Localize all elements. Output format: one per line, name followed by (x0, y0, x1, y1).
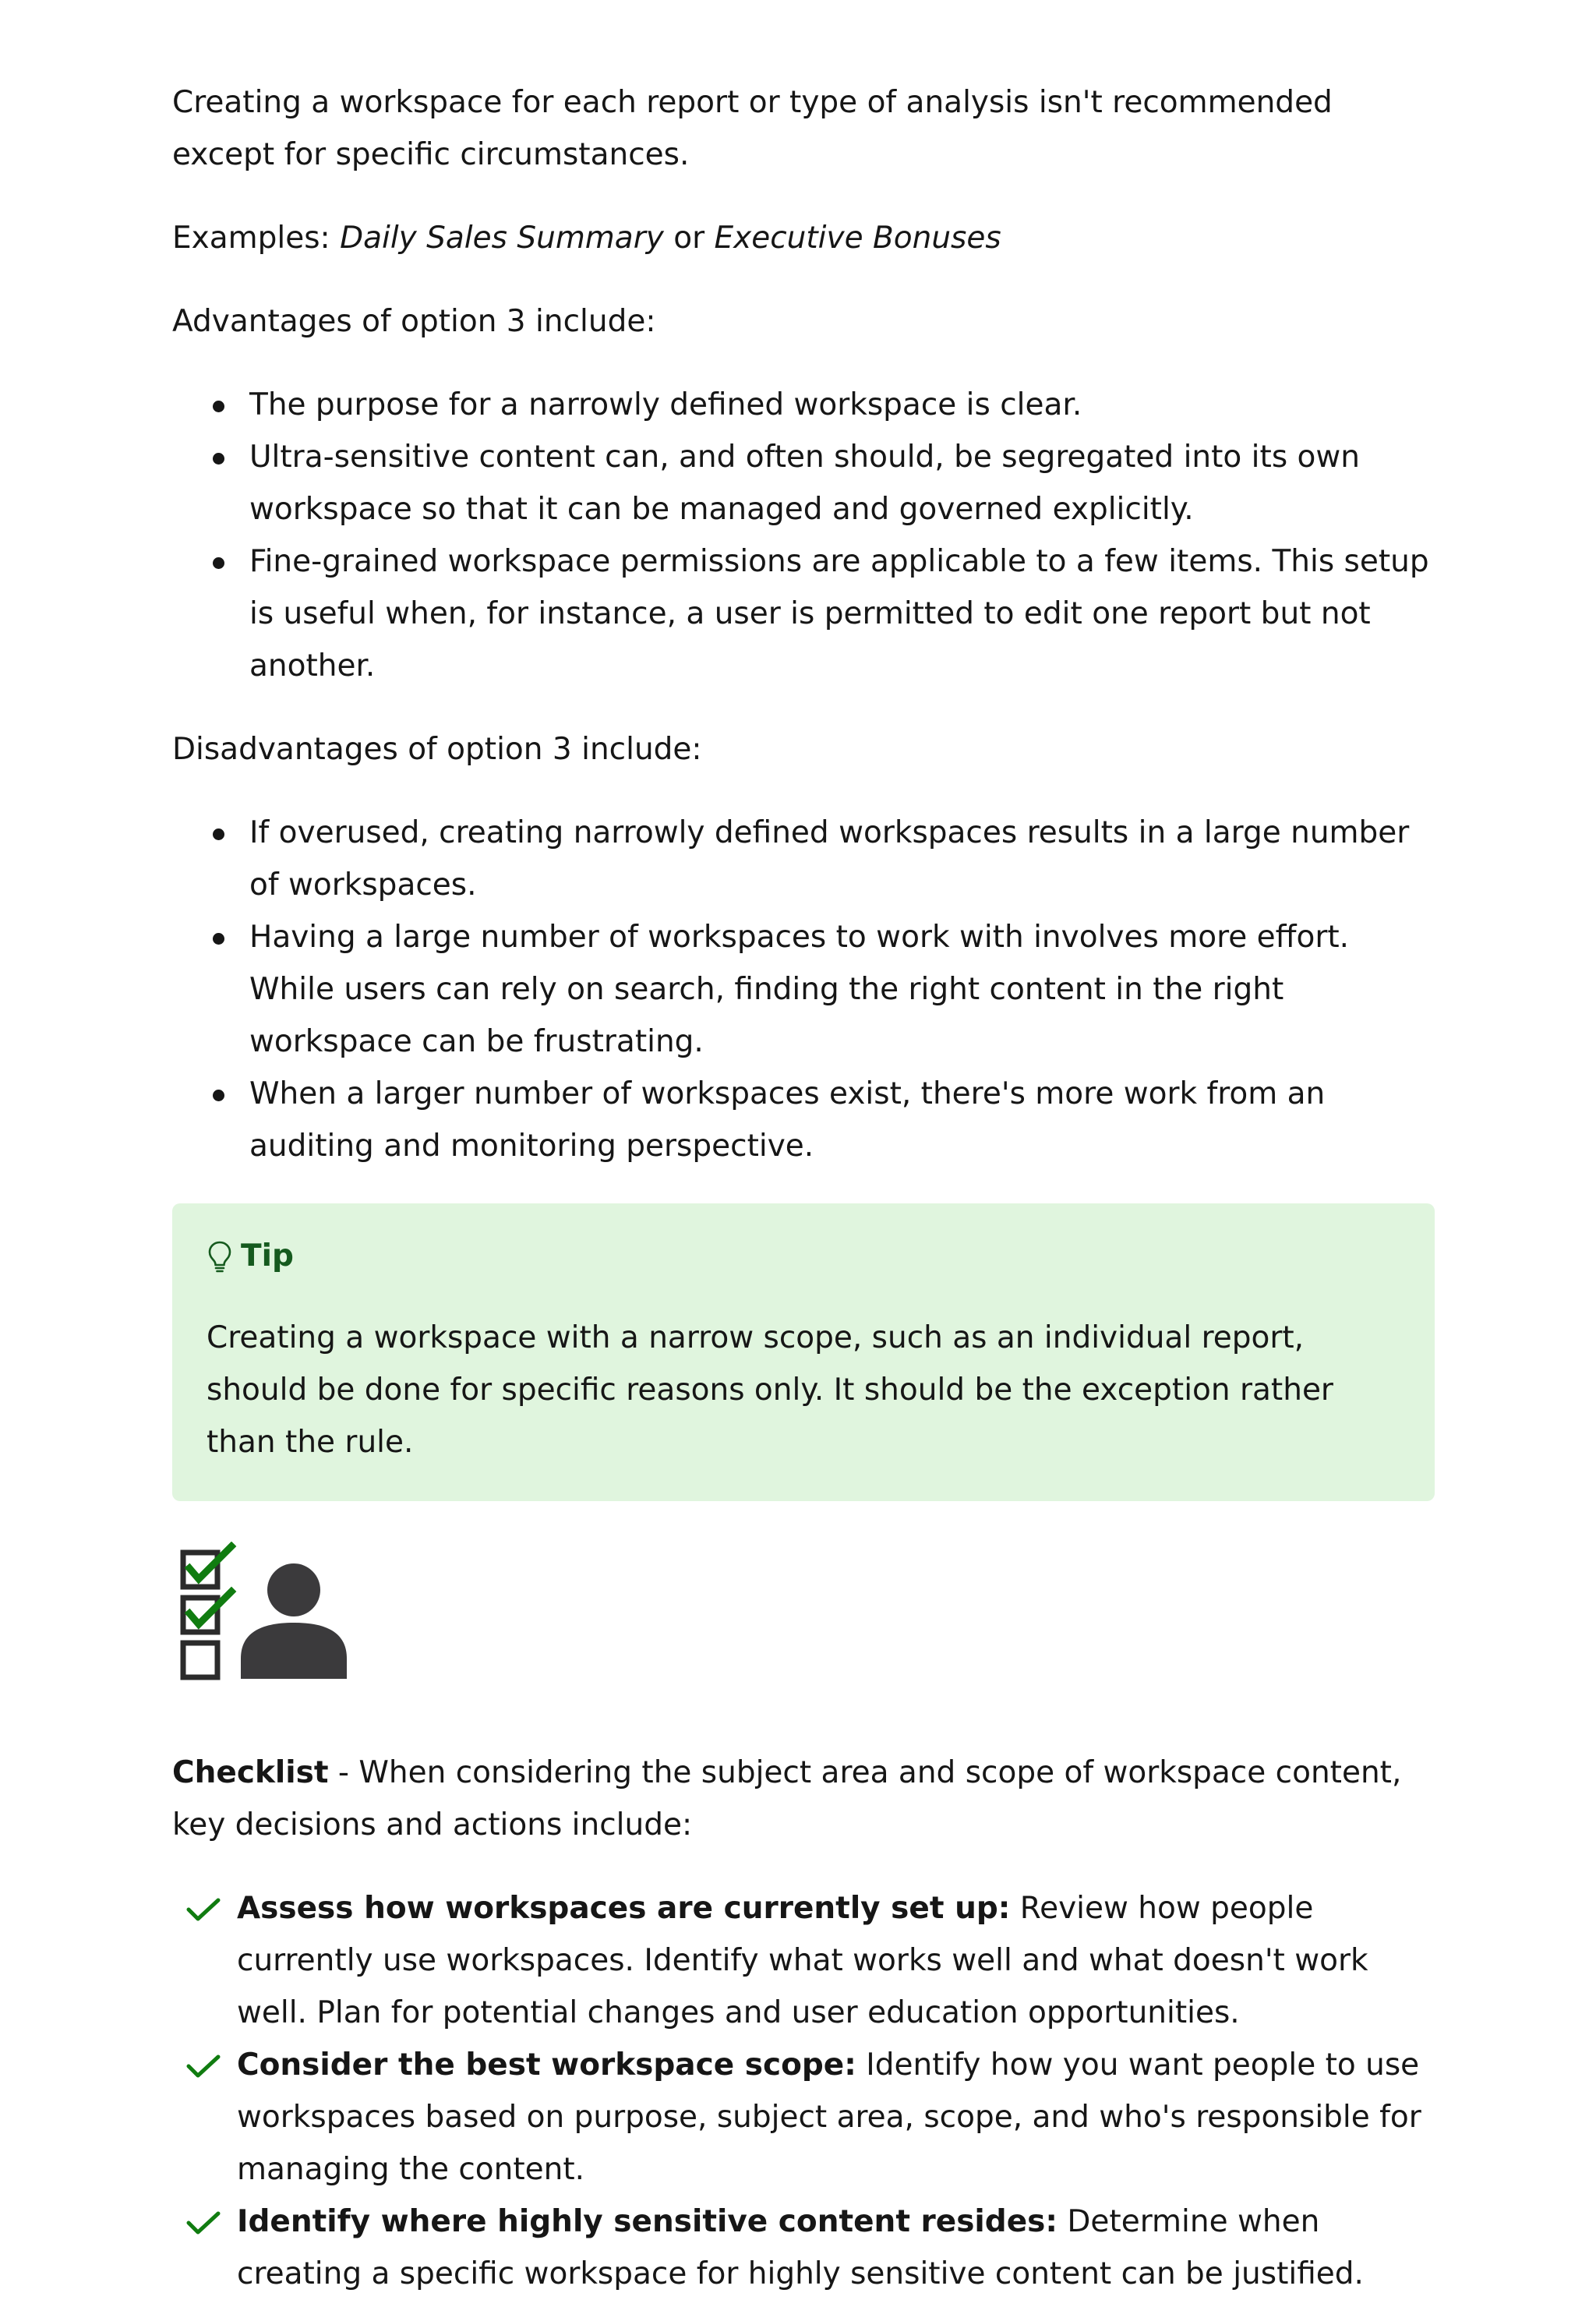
checklist-label: Checklist (172, 1755, 329, 1790)
bullet-icon (213, 557, 224, 569)
disadvantages-list (172, 807, 1435, 1172)
advantages-heading: Advantages of option 3 include: (172, 304, 656, 339)
checklist-item-title: Assess how workspaces are currently set up: (237, 1891, 1011, 1926)
checklist-item-text: Determine when creating a specific workspace for highly sensitive content can be justified. (237, 2204, 1364, 2291)
list-item-text: Ultra-sensitive content can, and often should, be segregated into its own workspace so that it can be managed and governed explicitly. (249, 440, 1361, 527)
list-item (172, 535, 1435, 692)
bullet-icon (213, 828, 224, 840)
checklist-item (172, 2196, 1435, 2300)
tip-callout (172, 1203, 1435, 1501)
disadvantages-heading: Disadvantages of option 3 include: (172, 732, 702, 767)
checklist-item-text: Identify how you want people to use workspaces based on purpose, subject area, scope, and who's responsible for managing the content. (237, 2047, 1421, 2187)
checklist-intro (172, 1747, 1435, 1851)
checklist-item (172, 1882, 1435, 2039)
examples-joiner: or (663, 221, 715, 256)
checklist-items (172, 1882, 1435, 2300)
list-item (172, 911, 1435, 1068)
checklist-item-title: Consider the best workspace scope: (237, 2047, 856, 2083)
bullet-icon (213, 933, 224, 945)
list-item (172, 379, 1435, 431)
checklist-item-text: Review how people currently use workspaces. Identify what works well and what doesn't work well. Plan for potential changes and user education opportunities. (237, 1891, 1368, 2030)
example-executive-bonuses: Executive Bonuses (714, 221, 1001, 256)
list-item-text: The purpose for a narrowly defined workspace is clear. (249, 387, 1082, 422)
bullet-icon (213, 453, 224, 465)
intro-paragraph: Creating a workspace for each report or type of analysis isn't recommended except for specific circumstances. (172, 85, 1333, 172)
examples-paragraph (172, 212, 1435, 264)
advantages-list (172, 379, 1435, 692)
bullet-icon (213, 1090, 224, 1101)
tip-title: Tip (241, 1238, 294, 1274)
list-item (172, 807, 1435, 911)
list-item-text: When a larger number of workspaces exist, there's more work from an auditing and monitoring perspective. (249, 1076, 1326, 1164)
checkmark-icon (186, 1898, 221, 1921)
bullet-icon (213, 401, 224, 412)
tip-body: Creating a workspace with a narrow scope, such as an individual report, should be done for specific reasons only. It should be the exception rather than the rule. (207, 1320, 1333, 1460)
example-daily-sales: Daily Sales Summary (340, 221, 664, 256)
list-item (172, 431, 1435, 535)
lightbulb-icon (207, 1240, 233, 1273)
checklist-intro-text: - When considering the subject area and scope of workspace content, key decisions and actions include: (172, 1755, 1402, 1842)
list-item-text: Having a large number of workspaces to work with involves more effort. While users can rely on search, finding the right content in the right workspace can be frustrating. (249, 920, 1350, 1059)
checklist-item (172, 2039, 1435, 2196)
checklist-person-icon (172, 1542, 351, 1682)
tip-header (207, 1230, 1400, 1282)
checklist-item-title: Identify where highly sensitive content resides: (237, 2204, 1058, 2239)
checkmark-icon (186, 2054, 221, 2078)
list-item-text: If overused, creating narrowly defined workspaces results in a large number of workspaces. (249, 815, 1410, 903)
list-item (172, 1068, 1435, 1172)
article-content (172, 76, 1435, 2300)
list-item-text: Fine-grained workspace permissions are applicable to a few items. This setup is useful when, for instance, a user is permitted to edit one report but not another. (249, 544, 1429, 684)
checkmark-icon (186, 2211, 221, 2235)
examples-prefix: Examples: (172, 221, 341, 256)
